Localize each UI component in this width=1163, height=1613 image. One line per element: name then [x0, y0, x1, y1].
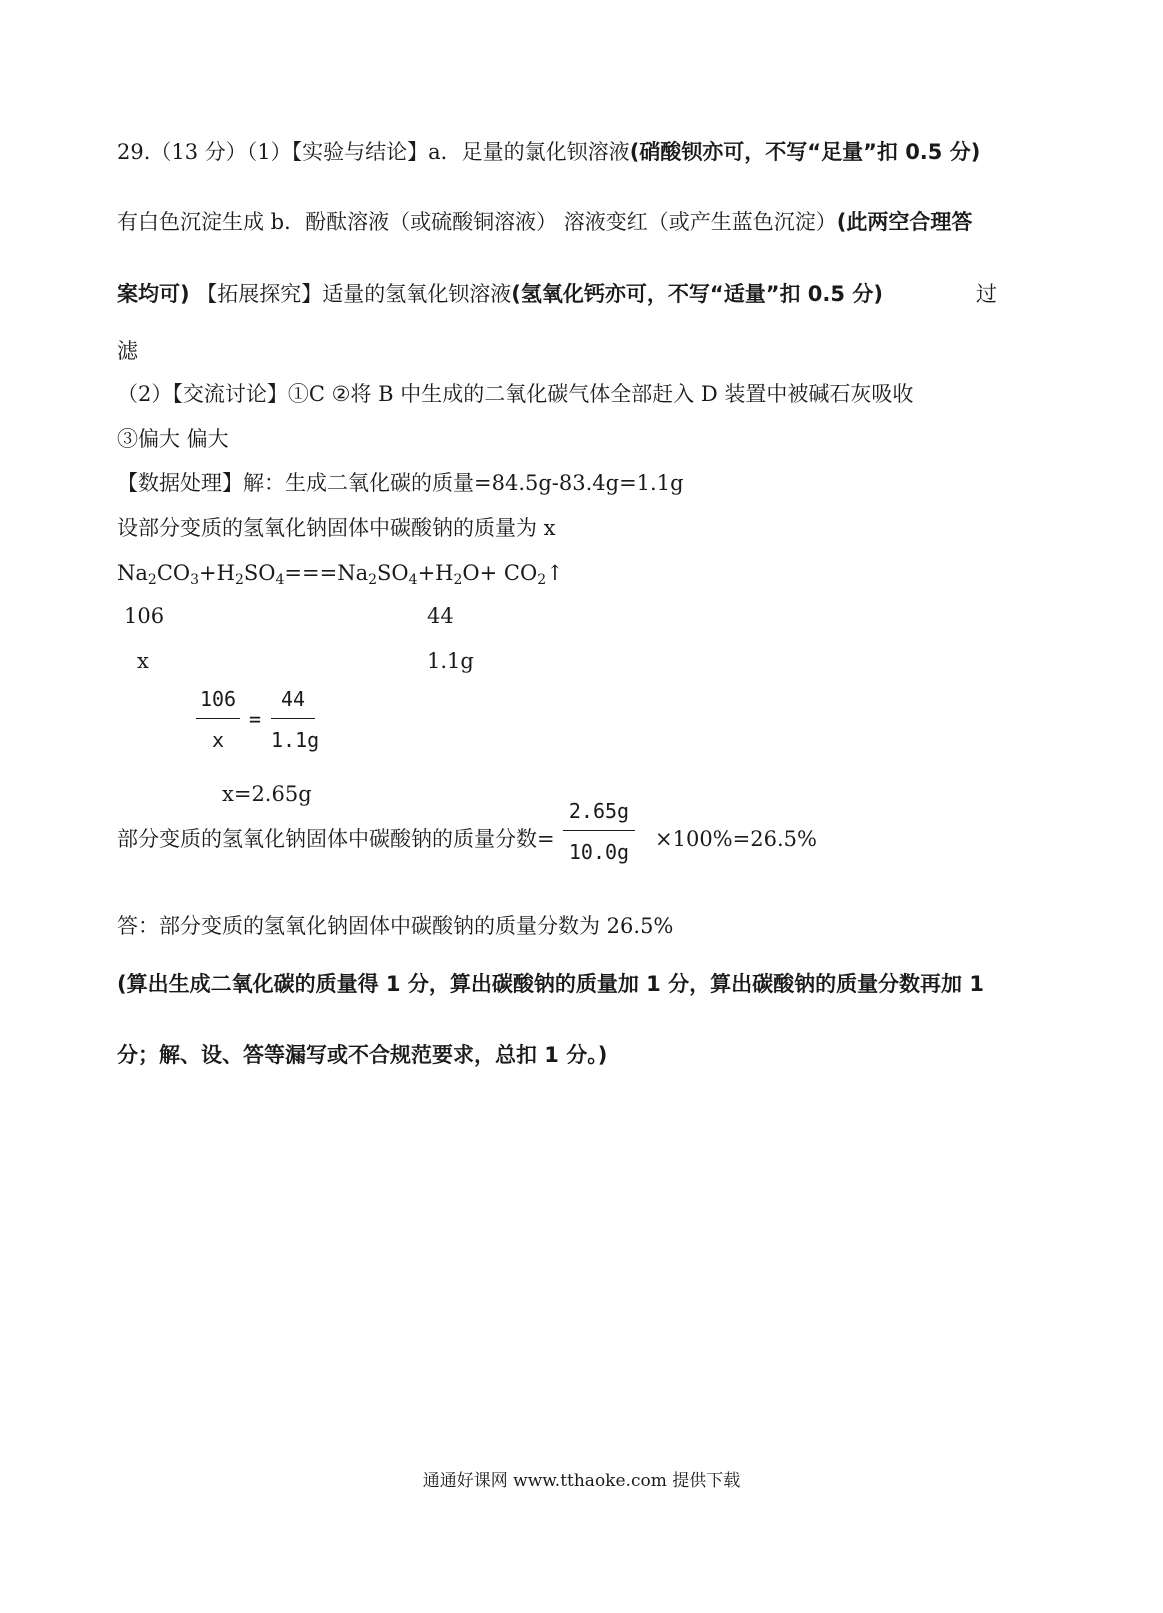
q29-line-2	[117, 207, 972, 237]
eq-part: Na	[117, 561, 148, 585]
q29-data-processing: 【数据处理】解：生成二氧化碳的质量=84.5g-83.4g=1.1g	[117, 471, 684, 495]
eq-part: SO	[243, 561, 276, 585]
q29-assumption: 设部分变质的氢氧化钠固体中碳酸钠的质量为 x	[117, 516, 556, 540]
eq-subscript: 2	[537, 572, 547, 588]
proportion-fraction-right	[271, 684, 320, 755]
up-arrow-icon: ↑	[546, 561, 564, 585]
eq-part: CO	[156, 561, 191, 585]
q29-line-3-end: 过	[976, 282, 997, 306]
eq-subscript: 2	[234, 572, 244, 588]
mass-fraction-label: 部分变质的氢氧化钠固体中碳酸钠的质量分数=	[117, 827, 555, 851]
scoring-note-line-2: 分；解、设、答等漏写或不合规范要求，总扣 1 分。)	[117, 1043, 608, 1067]
q29-line-2-text: 有白色沉淀生成 b．酚酞溶液（或硫酸铜溶液） 溶液变红（或产生蓝色沉淀）	[117, 210, 837, 234]
eq-part: O+ CO	[462, 561, 538, 585]
fraction-denominator: 10.0g	[568, 840, 630, 864]
final-answer: 答：部分变质的氢氧化钠固体中碳酸钠的质量分数为 26.5%	[117, 914, 674, 938]
equals-sign: =	[249, 707, 262, 731]
fraction-numerator: 2.65g	[568, 799, 630, 823]
scoring-note-line-1: (算出生成二氧化碳的质量得 1 分，算出碳酸钠的质量加 1 分，算出碳酸钠的质量分数再加 1	[117, 972, 984, 996]
q29-line-3	[117, 279, 997, 309]
percent-result: ×100%=26.5%	[655, 827, 817, 851]
fraction-denominator: x	[211, 728, 225, 752]
eq-subscript: 2	[453, 572, 463, 588]
q29-scoring-note-2b: 案均可)	[117, 282, 190, 306]
eq-subscript: 4	[408, 572, 418, 588]
page-footer: 通通好课网 www.tthaoke.com 提供下载	[422, 1471, 741, 1491]
q29-line-6: ③偏大 偏大	[117, 427, 229, 451]
mass-co2: 1.1g	[427, 649, 474, 673]
fraction-bar	[563, 830, 635, 831]
molar-mass-44: 44	[427, 604, 454, 628]
eq-part: ===Na	[284, 561, 369, 585]
eq-part: +H	[199, 561, 235, 585]
fraction-numerator: 44	[280, 687, 306, 711]
eq-subscript: 2	[368, 572, 378, 588]
fraction-numerator: 106	[199, 687, 237, 711]
q29-line-4: 滤	[117, 339, 138, 363]
q29-heading-text: 29.（13 分）（1）【实验与结论】a．足量的氯化钡溶液	[117, 140, 630, 164]
q29-line-1	[117, 137, 980, 167]
chemical-equation	[117, 558, 564, 595]
proportion-fraction-left	[196, 684, 240, 755]
eq-part: +H	[417, 561, 454, 585]
q29-line-5: （2）【交流讨论】①C ②将 B 中生成的二氧化碳气体全部赶入 D 装置中被碱石灰吸收	[117, 382, 914, 406]
mass-fraction	[563, 796, 635, 867]
q29-scoring-note-2a: (此两空合理答	[836, 210, 973, 234]
eq-subscript: 3	[190, 572, 200, 588]
eq-subscript: 2	[147, 572, 157, 588]
fraction-denominator: 1.1g	[271, 728, 320, 752]
fraction-bar	[196, 718, 240, 719]
eq-subscript: 4	[275, 572, 285, 588]
q29-extension-text: 【拓展探究】适量的氢氧化钡溶液	[189, 282, 512, 306]
molar-mass-106: 106	[124, 604, 165, 628]
fraction-bar	[271, 718, 315, 719]
q29-scoring-note-3: (氢氧化钙亦可，不写“适量”扣 0.5 分)	[511, 282, 883, 306]
x-result: x=2.65g	[222, 782, 312, 806]
eq-part: SO	[377, 561, 409, 585]
q29-scoring-note-1: (硝酸钡亦可，不写“足量”扣 0.5 分)	[629, 140, 981, 164]
unknown-x: x	[137, 649, 149, 673]
